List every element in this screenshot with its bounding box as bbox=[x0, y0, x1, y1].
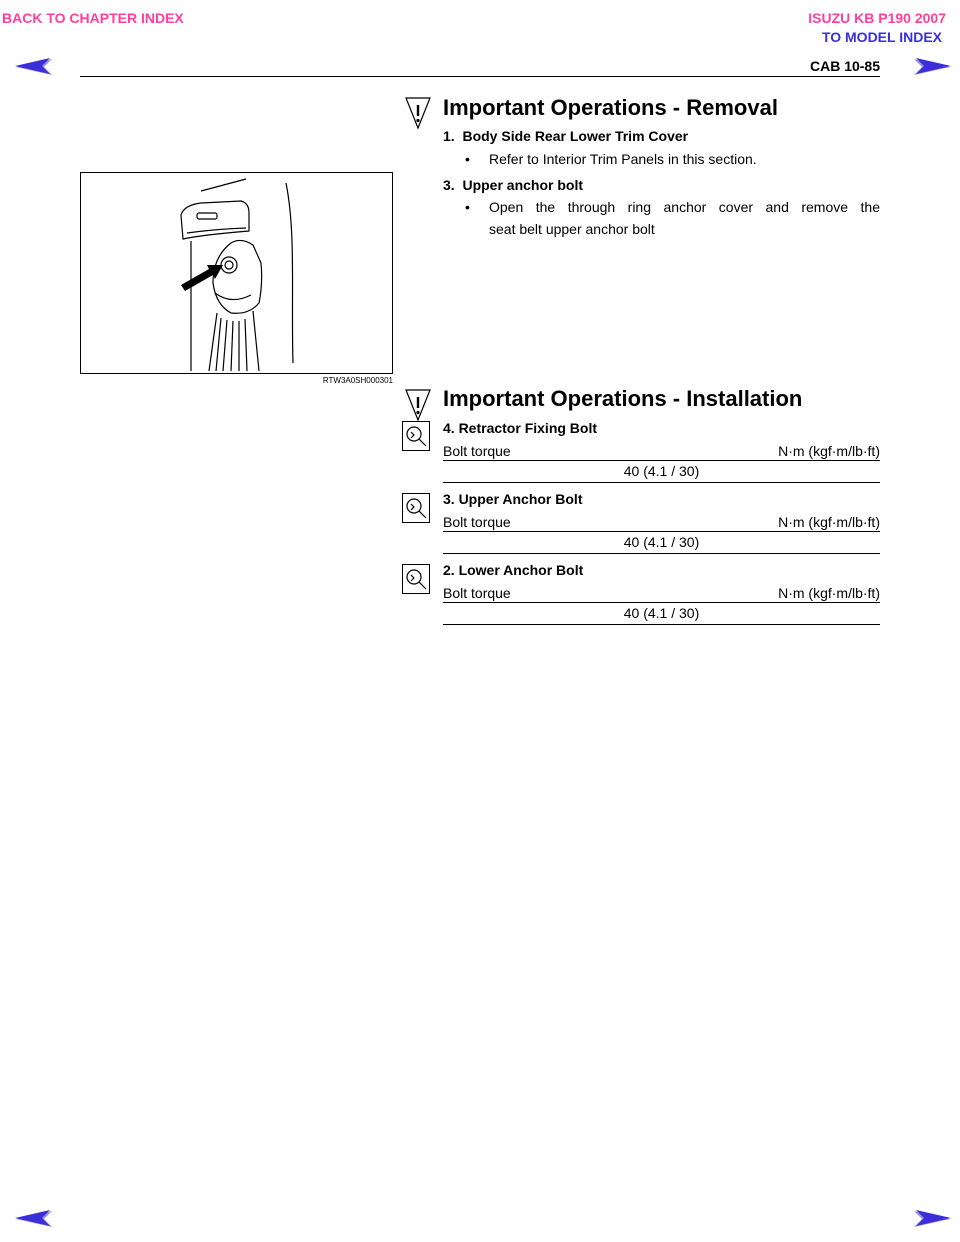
torque-wrench-icon bbox=[402, 564, 430, 594]
torque-label: Bolt torque bbox=[443, 514, 511, 530]
removal-step-3 bbox=[443, 177, 583, 193]
torque-value: 40 (4.1 / 30) bbox=[623, 605, 700, 621]
header-rule bbox=[80, 76, 880, 77]
seat-belt-illustration bbox=[81, 173, 392, 373]
bullet-marker: • bbox=[465, 151, 470, 167]
torque-label: Bolt torque bbox=[443, 585, 511, 601]
torque-spec-row bbox=[443, 443, 880, 459]
table-rule bbox=[443, 531, 880, 532]
torque-spec-row bbox=[443, 585, 880, 601]
torque-title: 4. Retractor Fixing Bolt bbox=[443, 420, 598, 436]
step-title: Body Side Rear Lower Trim Cover bbox=[462, 128, 689, 144]
installation-heading: Important Operations - Installation bbox=[443, 386, 803, 411]
torque-title: 2. Lower Anchor Bolt bbox=[443, 562, 584, 578]
next-page-arrow-icon[interactable] bbox=[912, 1208, 952, 1230]
step-number: 3. bbox=[443, 177, 455, 193]
torque-wrench-icon bbox=[402, 493, 430, 523]
back-to-chapter-index-link[interactable]: BACK TO CHAPTER INDEX bbox=[2, 10, 184, 26]
bullet-marker: • bbox=[465, 199, 470, 215]
prev-page-arrow-icon[interactable] bbox=[14, 56, 54, 78]
seat-belt-anchor-figure bbox=[80, 172, 393, 374]
torque-unit: N·m (kgf·m/lb·ft) bbox=[778, 585, 880, 601]
torque-title: 3. Upper Anchor Bolt bbox=[443, 491, 583, 507]
table-rule bbox=[443, 553, 880, 554]
table-rule bbox=[443, 602, 880, 603]
removal-heading: Important Operations - Removal bbox=[443, 95, 778, 120]
table-rule bbox=[443, 460, 880, 461]
next-page-arrow-icon[interactable] bbox=[912, 56, 952, 78]
removal-step-1-bullet: Refer to Interior Trim Panels in this section. bbox=[489, 151, 757, 167]
important-icon bbox=[404, 96, 432, 130]
removal-step-3-bullet-line2: seat belt upper anchor bolt bbox=[489, 221, 655, 237]
torque-spec-row bbox=[443, 514, 880, 530]
model-title-link[interactable]: ISUZU KB P190 2007 bbox=[808, 10, 946, 26]
removal-step-3-bullet-line1: Open the through ring anchor cover and remove the bbox=[489, 199, 880, 215]
torque-wrench-icon bbox=[402, 421, 430, 451]
page-number: CAB 10-85 bbox=[809, 58, 880, 74]
step-number: 1. bbox=[443, 128, 455, 144]
torque-value: 40 (4.1 / 30) bbox=[623, 463, 700, 479]
torque-unit: N·m (kgf·m/lb·ft) bbox=[778, 514, 880, 530]
table-rule bbox=[443, 624, 880, 625]
to-model-index-link[interactable]: TO MODEL INDEX bbox=[821, 29, 942, 45]
step-title: Upper anchor bolt bbox=[462, 177, 584, 193]
removal-step-1 bbox=[443, 128, 688, 144]
torque-value: 40 (4.1 / 30) bbox=[623, 534, 700, 550]
torque-unit: N·m (kgf·m/lb·ft) bbox=[778, 443, 880, 459]
important-icon bbox=[404, 388, 432, 422]
torque-label: Bolt torque bbox=[443, 443, 511, 459]
prev-page-arrow-icon[interactable] bbox=[14, 1208, 54, 1230]
figure-caption: RTW3A0SH000301 bbox=[322, 376, 393, 385]
table-rule bbox=[443, 482, 880, 483]
